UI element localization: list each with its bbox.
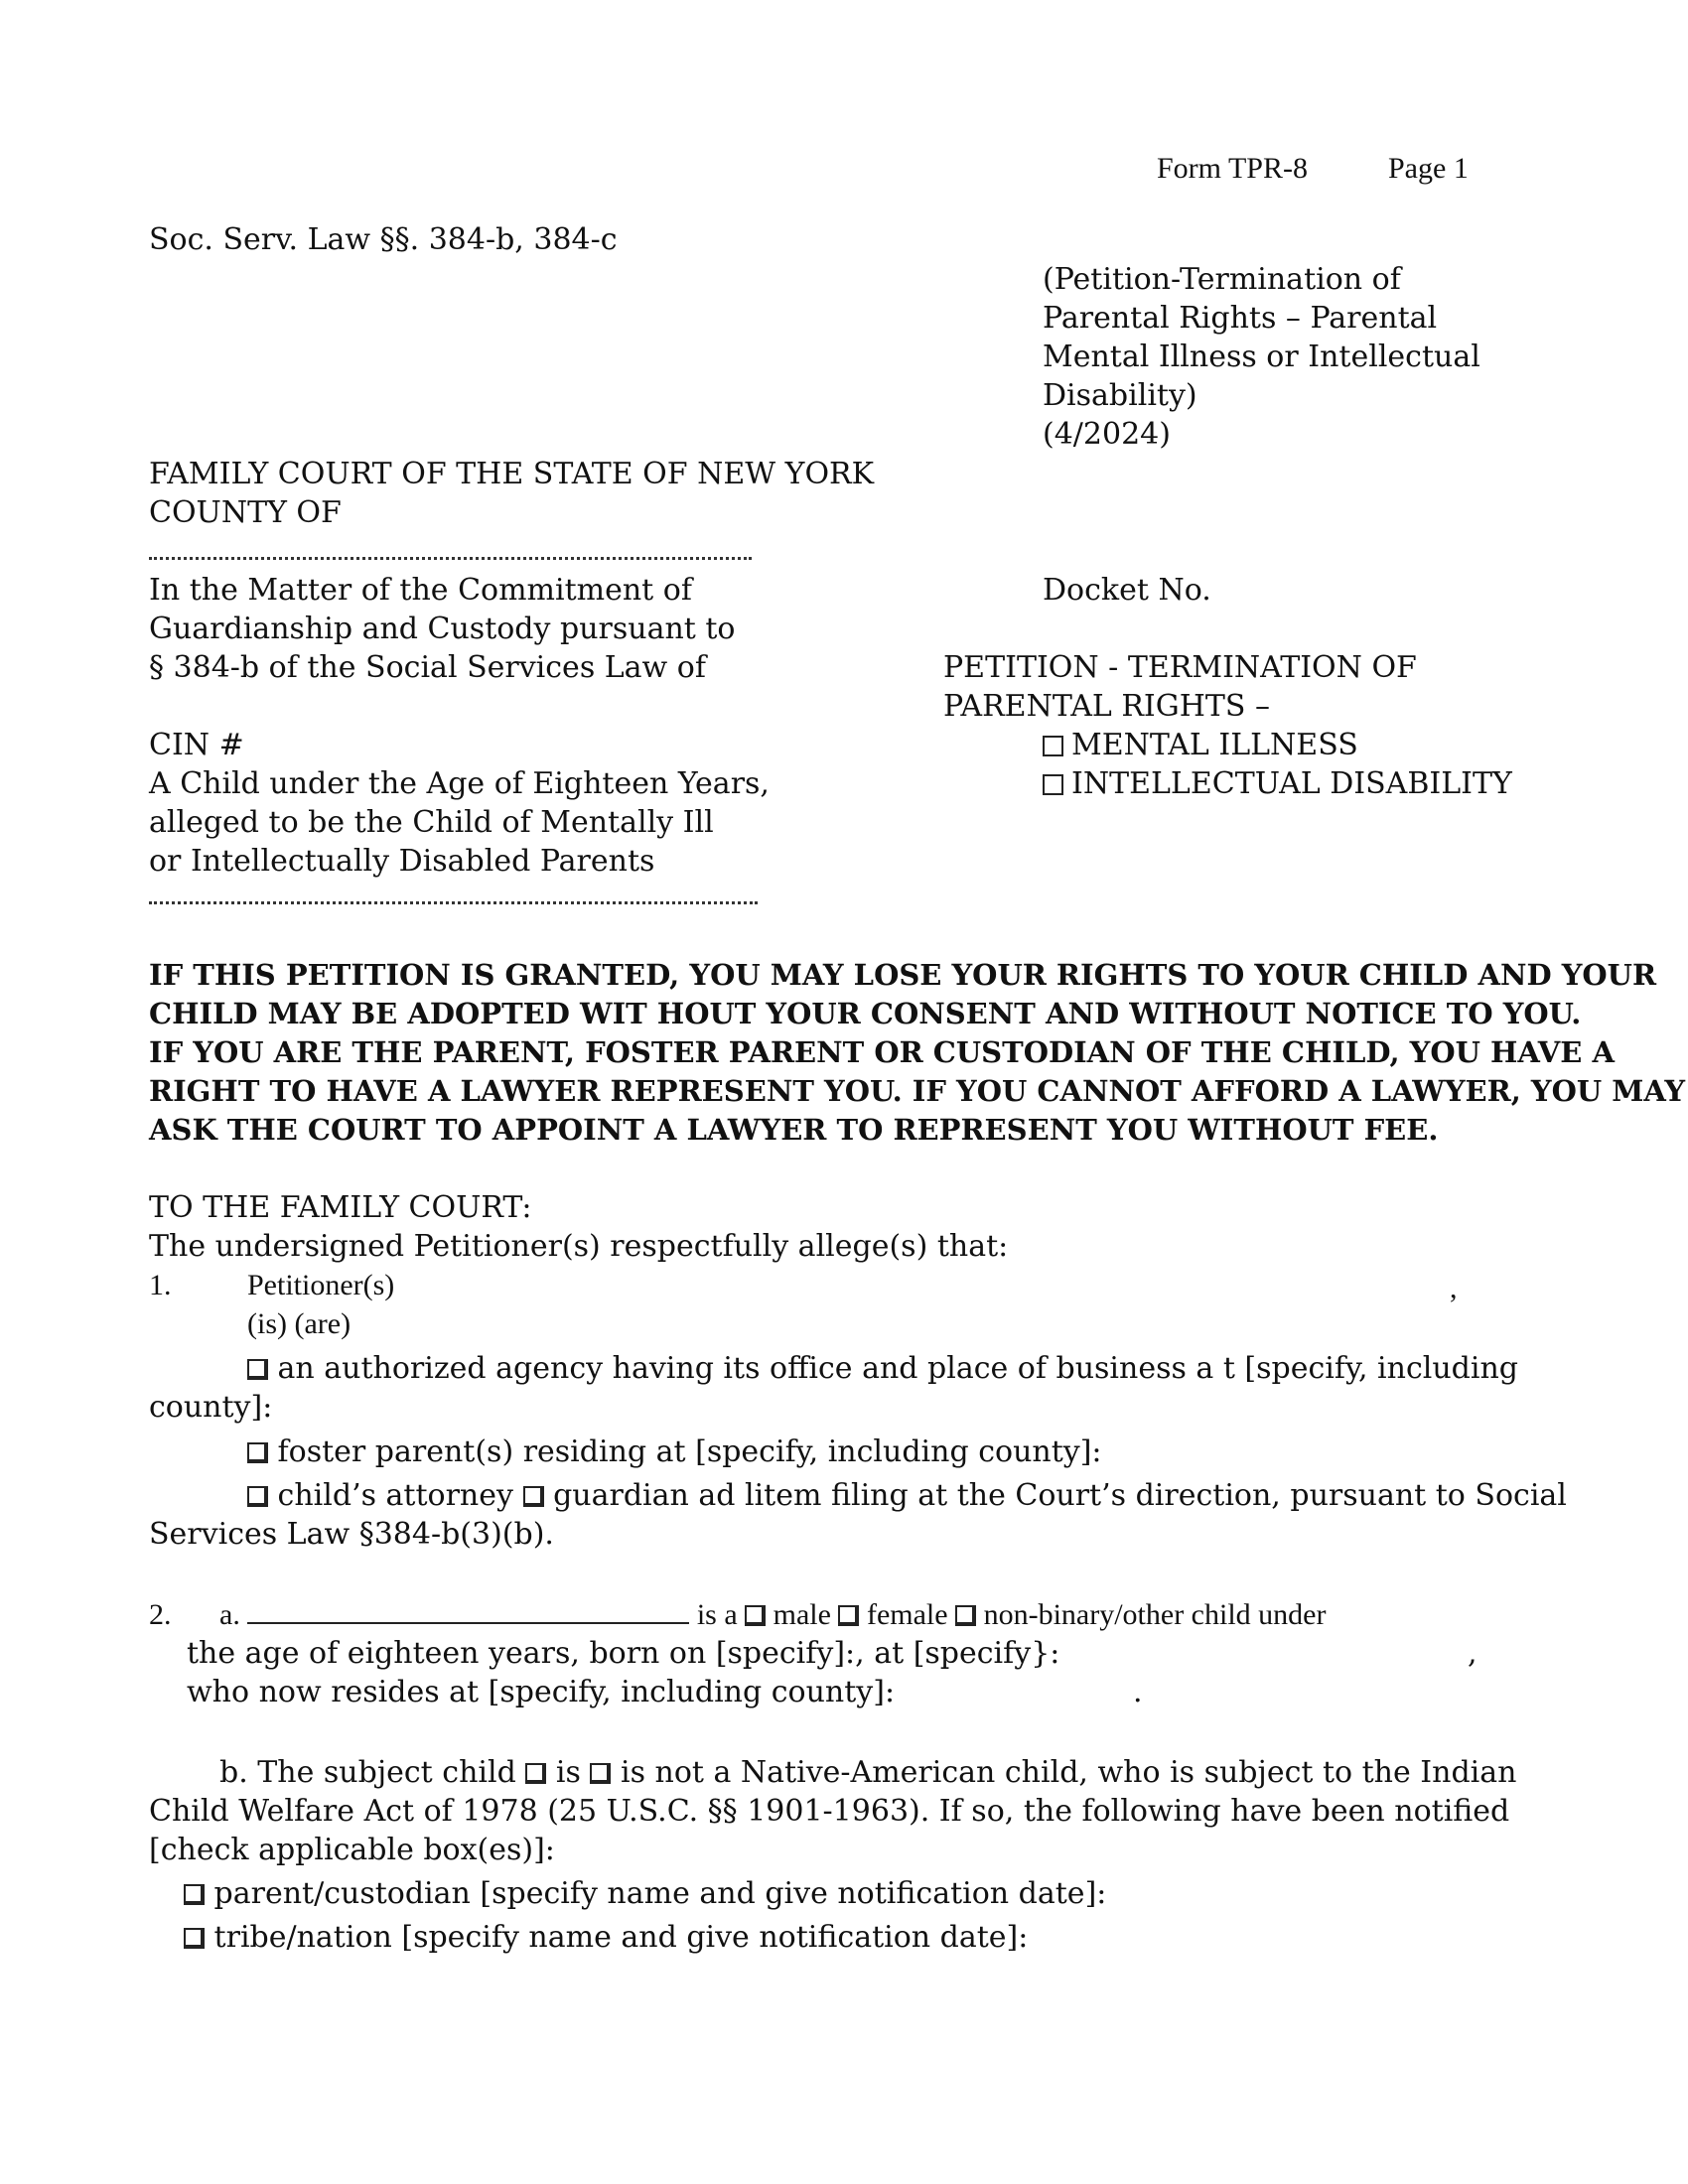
native-american-is-label: is [555,1755,581,1790]
guardian-ad-litem-label: guardian ad litem filing at the Court’s direction, pursuant to Social [553,1478,1567,1513]
option-attorney-guardian[interactable] [247,1476,1567,1515]
is-are-label: (is) (are) [247,1307,352,1340]
native-american-question [219,1753,1516,1792]
option-foster-parent[interactable] [247,1433,1102,1471]
tribe-nation-label: tribe/nation [specify name and give notification date]: [213,1920,1029,1955]
nonbinary-label: non-binary/other child under [983,1598,1327,1631]
child-line: or Intellectually Disabled Parents [149,844,655,879]
caption-bottom-divider [149,901,758,904]
female-label: female [866,1598,948,1631]
paragraph-1-number: 1. [149,1269,172,1301]
intellectual-disability-label: INTELLECTUAL DISABILITY [1071,766,1512,801]
form-description-line: (Petition-Termination of [1043,262,1401,297]
item-a-label: a. [219,1598,240,1631]
icwa-line: Child Welfare Act of 1978 (25 U.S.C. §§ 1901-1963). If so, the following have been notified [149,1794,1510,1829]
parent-custodian-checkbox[interactable] [184,1884,205,1905]
matter-line: § 384-b of the Social Services Law of [149,650,706,685]
female-checkbox[interactable] [838,1605,859,1626]
child-sex-line [219,1595,1326,1634]
warning-line: RIGHT TO HAVE A LAWYER REPRESENT YOU. IF YOU CANNOT AFFORD A LAWYER, YOU MAY [149,1074,1686,1108]
matter-line: In the Matter of the Commitment of [149,573,692,608]
guardian-ad-litem-checkbox[interactable] [523,1486,544,1507]
intro-statement: The undersigned Petitioner(s) respectfully allege(s) that: [149,1229,1009,1264]
form-description-line: Parental Rights – Parental [1043,301,1438,336]
statute-reference: Soc. Serv. Law §§. 384-b, 384-c [149,222,618,257]
authorized-agency-checkbox[interactable] [247,1359,268,1380]
male-checkbox[interactable] [745,1605,766,1626]
cin-label: CIN # [149,728,244,762]
option-tribe-nation[interactable] [184,1918,1028,1957]
warning-line: IF YOU ARE THE PARENT, FOSTER PARENT OR CUSTODIAN OF THE CHILD, YOU HAVE A [149,1035,1615,1069]
birth-line-comma: , [1468,1636,1477,1671]
docket-label: Docket No. [1043,573,1211,608]
parent-custodian-label: parent/custodian [specify name and give notification date]: [213,1876,1107,1911]
warning-line: CHILD MAY BE ADOPTED WIT HOUT YOUR CONSENT AND WITHOUT NOTICE TO YOU. [149,997,1582,1030]
male-label: male [773,1598,831,1631]
child-name-field[interactable] [247,1596,689,1624]
native-american-is-checkbox[interactable] [525,1763,546,1784]
form-description-line: Disability) [1043,378,1197,413]
petitioner-comma: , [1450,1272,1458,1304]
option-mental-illness[interactable] [1043,726,1358,764]
page-number: Page 1 [1388,152,1469,185]
warning-line: ASK THE COURT TO APPOINT A LAWYER TO REPRESENT YOU WITHOUT FEE. [149,1113,1439,1147]
foster-parent-checkbox[interactable] [247,1442,268,1463]
caption-top-divider [149,557,752,560]
option-intellectual-disability[interactable] [1043,764,1512,803]
intellectual-disability-checkbox[interactable] [1043,774,1063,795]
option-authorized-agency[interactable] [247,1349,1518,1388]
authorized-agency-label: an authorized agency having its office and place of business a t [specify, including [277,1351,1518,1386]
authorized-agency-continued: county]: [149,1390,273,1425]
child-line: A Child under the Age of Eighteen Years, [149,766,770,801]
to-court: TO THE FAMILY COURT: [149,1190,532,1225]
nonbinary-checkbox[interactable] [955,1605,976,1626]
paragraph-2-number: 2. [149,1598,172,1631]
native-american-prefix: b. The subject child [219,1755,516,1790]
form-number: Form TPR-8 [1157,152,1308,185]
mental-illness-checkbox[interactable] [1043,736,1063,756]
residence-line-period: . [1133,1675,1143,1709]
child-line: alleged to be the Child of Mentally Ill [149,805,714,840]
childs-attorney-label: child’s attorney [277,1478,513,1513]
check-applicable-line: [check applicable box(es)]: [149,1833,555,1867]
option-parent-custodian[interactable] [184,1874,1106,1913]
birth-line: the age of eighteen years, born on [specify]:, at [specify}: [187,1636,1060,1671]
native-american-is-not-checkbox[interactable] [590,1763,611,1784]
petition-title: PETITION - TERMINATION OF [943,650,1417,685]
is-a-label: is a [696,1598,738,1631]
form-description-line: (4/2024) [1043,417,1171,452]
petitioner-label: Petitioner(s) [247,1269,395,1301]
childs-attorney-checkbox[interactable] [247,1486,268,1507]
matter-line: Guardianship and Custody pursuant to [149,612,736,646]
foster-parent-label: foster parent(s) residing at [specify, including county]: [277,1434,1102,1469]
residence-line: who now resides at [specify, including county]: [187,1675,896,1709]
court-name: FAMILY COURT OF THE STATE OF NEW YORK [149,457,875,491]
tribe-nation-checkbox[interactable] [184,1928,205,1949]
mental-illness-label: MENTAL ILLNESS [1071,728,1358,762]
guardian-continued: Services Law §384-b(3)(b). [149,1517,554,1552]
form-description-line: Mental Illness or Intellectual [1043,340,1480,374]
county-label: COUNTY OF [149,495,342,530]
warning-line: IF THIS PETITION IS GRANTED, YOU MAY LOSE YOUR RIGHTS TO YOUR CHILD AND YOUR [149,958,1657,992]
native-american-is-not-label: is not a Native-American child, who is subject to the Indian [620,1755,1517,1790]
petition-title: PARENTAL RIGHTS – [943,689,1270,724]
